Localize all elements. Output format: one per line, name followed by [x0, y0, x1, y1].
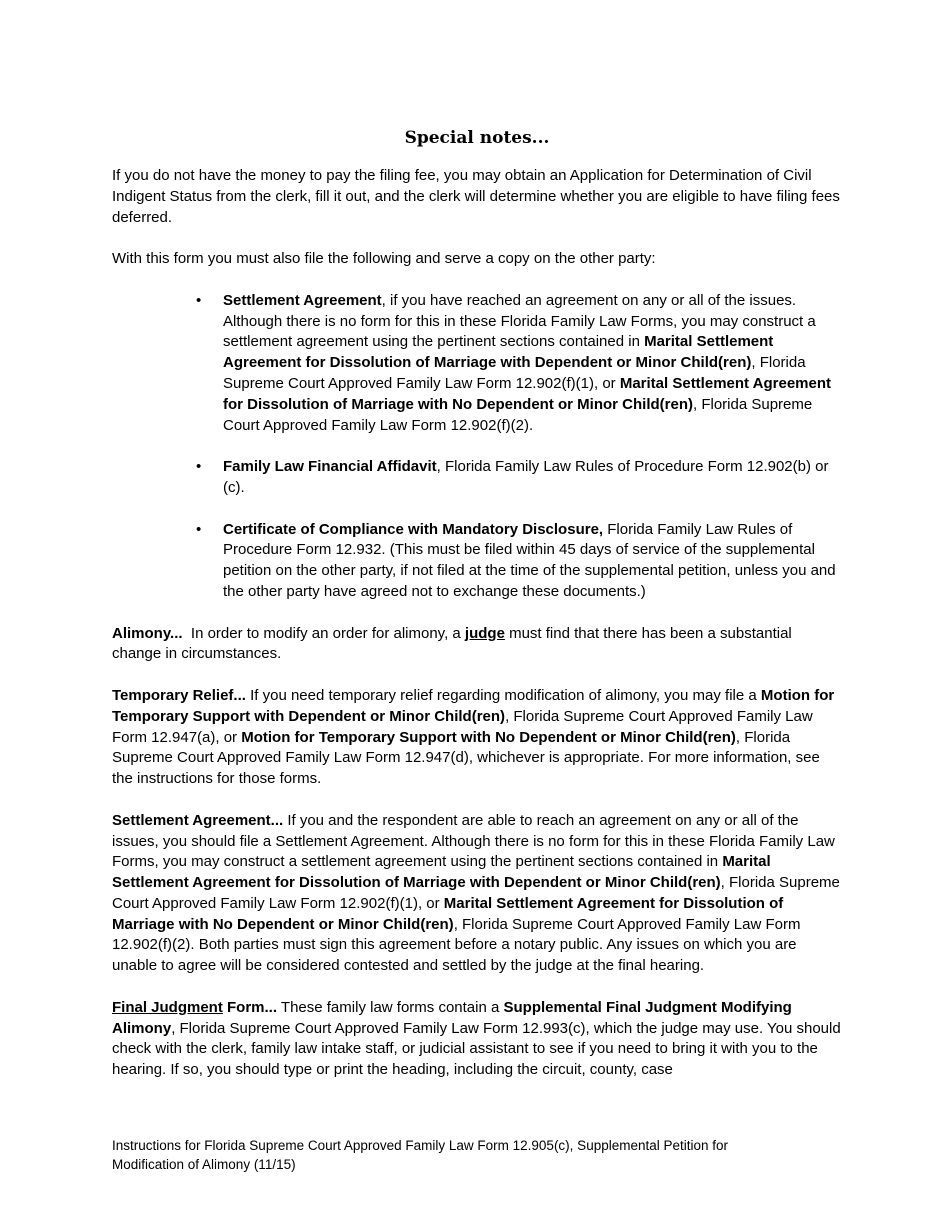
page-content	[112, 126, 842, 1102]
temporary-relief-paragraph: Temporary Relief... If you need temporary relief regarding modification of alimony, you may file a Motion for Temporary Support with Dependent or Minor Child(ren), Florida Supreme Court Approved Family Law Form 12.947(a), or Motion for Temporary Support with No Dependent or Minor Child(ren), Florida Supreme Court Approved Family Law Form 12.947(d), whichever is appropriate. For more information, see the instructions for those forms.	[112, 686, 835, 788]
judge-term: judge	[464, 624, 505, 642]
list-item-settlement-agreement: • Settlement Agreement, if you have reached an agreement on any or all of the issues. Although there is no form for this in these Florida Family Law Forms, you may construct a settlement agreement using the pertinent sections contained in Marital Settlement Agreement for Dissolution of Marriage with Dependent or Minor Child(ren), Florida Supreme Court Approved Family Law Form 12.902(f)(1), or Marital Settlement Agreement for Dissolution of Marriage with No Dependent or Minor Child(ren), Florida Supreme Court Approved Family Law Form 12.902(f)(2).	[223, 291, 842, 437]
section-label: Final Judgment	[112, 998, 223, 1016]
list-item-financial-affidavit: • Family Law Financial Affidavit, Florida Family Law Rules of Procedure Form 12.902(b) or (c).	[223, 457, 842, 499]
footer-line-1: Instructions for Florida Supreme Court Approved Family Law Form 12.905(c), Supplemental Petition for	[112, 1138, 729, 1153]
item-title: Family Law Financial Affidavit	[223, 458, 437, 476]
page-footer	[112, 1136, 812, 1174]
also-file-intro: With this form you must also file the following and serve a copy on the other party:	[112, 250, 656, 268]
section-label: Alimony...	[112, 624, 183, 642]
footer-line-2: Modification of Alimony (11/15)	[112, 1157, 296, 1172]
alimony-paragraph: Alimony... In order to modify an order for alimony, a judge must find that there has been a substantial change in circumstances.	[112, 624, 792, 663]
item-title: Settlement Agreement	[223, 291, 382, 309]
item-title: Certificate of Compliance with Mandatory Disclosure,	[223, 520, 604, 538]
indigent-status-paragraph: If you do not have the money to pay the filing fee, you may obtain an Application for Determination of Civil Indigent Status from the clerk, fill it out, and the clerk will determine whether you are eligible to have filing fees deferred.	[112, 167, 840, 226]
section-label: Settlement Agreement...	[112, 811, 284, 829]
section-label: Temporary Relief...	[112, 686, 246, 704]
required-documents-list	[112, 291, 842, 603]
page-heading: Special notes...	[404, 128, 550, 148]
settlement-agreement-paragraph: Settlement Agreement... If you and the respondent are able to reach an agreement on any or all of the issues, you should file a Settlement Agreement. Although there is no form for this in these Florida Family Law Forms, you may construct a settlement agreement using the pertinent sections contained in Marital Settlement Agreement for Dissolution of Marriage with Dependent or Minor Child(ren), Florida Supreme Court Approved Family Law Form 12.902(f)(1), or Marital Settlement Agreement for Dissolution of Marriage with No Dependent or Minor Child(ren), Florida Supreme Court Approved Family Law Form 12.902(f)(2). Both parties must sign this agreement before a notary public. Any issues on which you are unable to agree will be considered contested and settled by the judge at the final hearing.	[112, 811, 840, 975]
list-item-certificate-of-compliance: • Certificate of Compliance with Mandatory Disclosure, Florida Family Law Rules of Procedure Form 12.932. (This must be filed within 45 days of service of the supplemental petition on the other party, if not filed at the time of the supplemental petition, unless you and the other party have agreed not to exchange these documents.)	[223, 520, 842, 603]
final-judgment-paragraph: Final Judgment Form... These family law forms contain a Supplemental Final Judgment Modifying Alimony, Florida Supreme Court Approved Family Law Form 12.993(c), which the judge may use. You should check with the clerk, family law intake staff, or judicial assistant to see if you need to bring it with you to the hearing. If so, you should type or print the heading, including the circuit, county, case	[112, 998, 841, 1079]
